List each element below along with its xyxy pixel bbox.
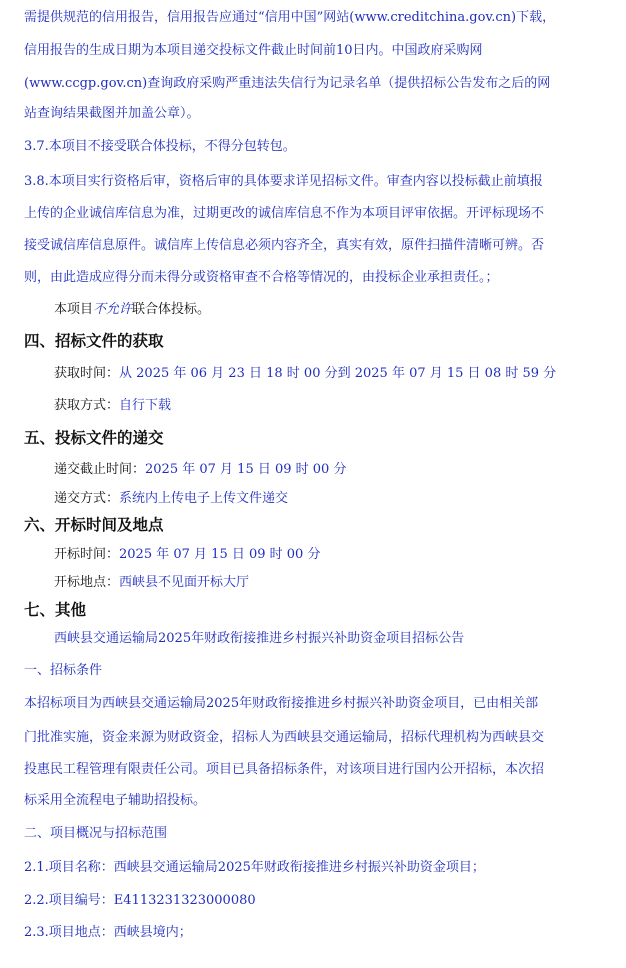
item-3-8-line-4: 则，由此造成应得分而未得分或资格审查不合格等情况的，由投标企业承担责任。；	[24, 270, 499, 285]
opening-place-label: 开标地点：	[54, 575, 120, 590]
intro-line-2: 信用报告的生成日期为本项目递交投标文件截止时间前10日内。中国政府采购网	[24, 43, 483, 58]
sub-heading-overview: 二、项目概况与招标范围	[24, 826, 168, 841]
item-3-8-line-3: 接受诚信库信息原件。诚信库上传信息必须内容齐全，真实有效，原件扫描件清晰可辨。否	[24, 238, 545, 253]
acquire-time-label: 获取时间：	[54, 366, 120, 381]
consortium-value: 不允许	[93, 302, 133, 317]
project-location-item: 2.3.项目地点：西峡县境内；	[24, 925, 192, 940]
opening-time-value: 2025 年 07 月 15 日 09 时 00 分	[119, 547, 321, 562]
opening-time-label: 开标时间：	[54, 547, 120, 562]
opening-place-line	[54, 575, 249, 591]
section-7-heading: 七、其他	[24, 601, 87, 619]
consortium-line	[54, 302, 210, 318]
acquire-method-value: 自行下载	[119, 398, 172, 413]
announcement-title: 西峡县交通运输局2025年财政衔接推进乡村振兴补助资金项目招标公告	[54, 631, 465, 646]
intro-line-3: (www.ccgp.gov.cn)查询政府采购严重违法失信行为记录名单（提供招标公告发布之后的网	[24, 76, 551, 91]
sub-heading-conditions: 一、招标条件	[24, 663, 103, 678]
item-3-7: 3.7.本项目不接受联合体投标，不得分包转包。	[24, 139, 296, 154]
submit-method-label: 递交方式：	[54, 491, 120, 506]
condition-line-1: 本招标项目为西峡县交通运输局2025年财政衔接推进乡村振兴补助资金项目，已由相关部	[24, 696, 539, 711]
acquire-method-line	[54, 398, 171, 414]
condition-line-3: 投惠民工程管理有限责任公司。项目已具备招标条件，对该项目进行国内公开招标，本次招	[24, 762, 545, 777]
opening-time-line	[54, 547, 320, 563]
submit-method-value: 系统内上传电子上传文件递交	[119, 491, 289, 506]
item-3-8-line-1: 3.8.本项目实行资格后审，资格后审的具体要求详见招标文件。审查内容以投标截止前填报	[24, 174, 543, 189]
consortium-prefix: 本项目	[54, 302, 94, 317]
condition-line-2: 门批准实施，资金来源为财政资金，招标人为西峡县交通运输局，招标代理机构为西峡县交	[24, 730, 545, 745]
acquire-time-line	[54, 366, 556, 382]
project-name-item: 2.1.项目名称：西峡县交通运输局2025年财政衔接推进乡村振兴补助资金项目；	[24, 860, 485, 875]
section-4-heading: 四、招标文件的获取	[24, 332, 164, 350]
project-number-item: 2.2.项目编号：E4113231323000080	[24, 893, 256, 908]
consortium-suffix: 联合体投标。	[132, 302, 211, 317]
opening-place-value: 西峡县不见面开标大厅	[119, 575, 250, 590]
submit-deadline-value: 2025 年 07 月 15 日 09 时 00 分	[145, 462, 347, 477]
acquire-method-label: 获取方式：	[54, 398, 120, 413]
intro-line-4: 站查询结果截图并加盖公章）。	[24, 106, 200, 121]
item-3-8-line-2: 上传的企业诚信库信息为准，过期更改的诚信库信息不作为本项目评审依据。开评标现场不	[24, 206, 545, 221]
condition-line-4: 标采用全流程电子辅助招投标。	[24, 793, 207, 808]
section-5-heading: 五、投标文件的递交	[24, 429, 164, 447]
section-6-heading: 六、开标时间及地点	[24, 516, 164, 534]
submit-deadline-label: 递交截止时间：	[54, 462, 146, 477]
submit-method-line	[54, 491, 288, 507]
intro-line-1: 需提供规范的信用报告，信用报告应通过“信用中国”网站(www.creditchina.gov.cn)下载，	[24, 10, 556, 25]
submit-deadline-line	[54, 462, 346, 478]
acquire-time-value: 从 2025 年 06 月 23 日 18 时 00 分到 2025 年 07 月 15 日 08 时 59 分	[119, 366, 557, 381]
